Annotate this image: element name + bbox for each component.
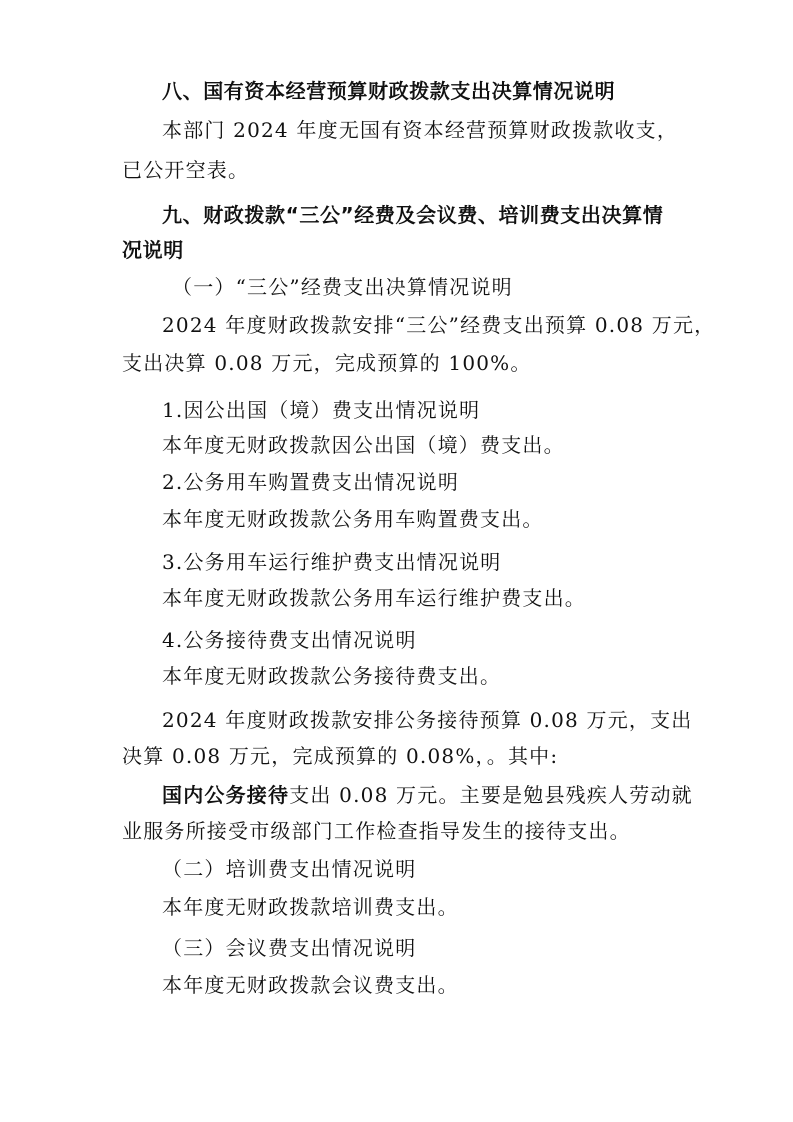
subsection-2-title: （二）培训费支出情况说明 (162, 857, 417, 881)
subsection-3-title: （三）会议费支出情况说明 (162, 936, 417, 960)
item-2-title: 2.公务用车购置费支出情况说明 (162, 470, 460, 494)
section-9-heading-line-1: 九、财政拨款“三公”经费及会议费、培训费支出决算情 (162, 203, 664, 227)
item-3-body: 本年度无财政拨款公务用车运行维护费支出。 (162, 586, 586, 610)
domestic-reception-text: 支出 0.08 万元。主要是勉县残疾人劳动就 (289, 783, 693, 807)
section-9-heading-line-2: 况说明 (122, 238, 184, 262)
item-4-body: 本年度无财政拨款公务接待费支出。 (162, 664, 502, 688)
section-8-body-line-2: 已公开空表。 (122, 158, 250, 182)
subsection-1-summary-line-1: 2024 年度财政拨款安排“三公”经费支出预算 0.08 万元， (162, 313, 716, 337)
subsection-2-body: 本年度无财政拨款培训费支出。 (162, 895, 459, 919)
section-8-body-line-1: 本部门 2024 年度无国有资本经营预算财政拨款收支， (162, 118, 679, 142)
domestic-reception-label: 国内公务接待 (162, 783, 290, 807)
item-1-title: 1.因公出国（境）费支出情况说明 (162, 398, 481, 422)
reception-budget-line-2: 决算 0.08 万元，完成预算的 0.08%，。其中: (122, 744, 559, 768)
item-2-body: 本年度无财政拨款公务用车购置费支出。 (162, 507, 544, 531)
subsection-1-summary-line-2: 支出决算 0.08 万元，完成预算的 100%。 (122, 351, 532, 375)
item-4-title: 4.公务接待费支出情况说明 (162, 628, 417, 652)
domestic-reception-line-1 (162, 781, 693, 809)
section-8-heading: 八、国有资本经营预算财政拨款支出决算情况说明 (162, 79, 616, 103)
subsection-1-title: （一）“三公”经费支出决算情况说明 (172, 275, 513, 299)
item-1-body: 本年度无财政拨款因公出国（境）费支出。 (162, 433, 565, 457)
item-3-title: 3.公务用车运行维护费支出情况说明 (162, 550, 502, 574)
subsection-3-body: 本年度无财政拨款会议费支出。 (162, 973, 459, 997)
domestic-reception-line-2: 业服务所接受市级部门工作检查指导发生的接待支出。 (122, 819, 631, 843)
reception-budget-line-1: 2024 年度财政拨款安排公务接待预算 0.08 万元，支出 (162, 708, 693, 732)
